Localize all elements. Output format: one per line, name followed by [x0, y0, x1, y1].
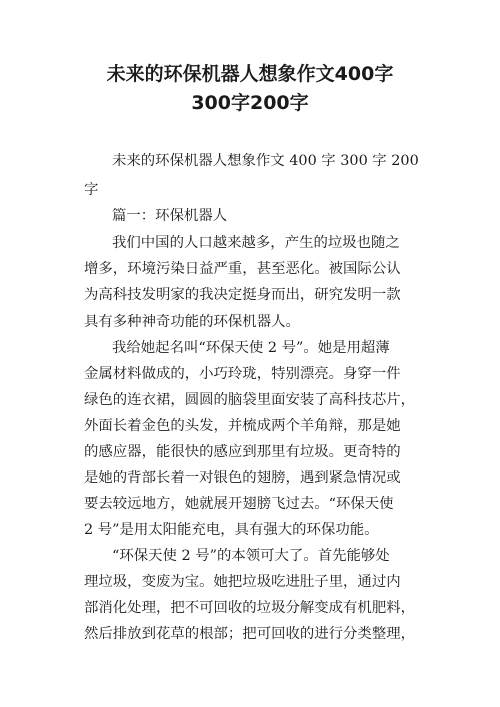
body-line: 绿色的连衣裙，圆圆的脑袋里面安装了高科技芯片，: [84, 392, 415, 408]
body-line: 具有多种神奇功能的环保机器人。: [84, 314, 300, 330]
body-line: 要去较远地方，她就展开翅膀飞过去。“环保天使: [84, 496, 394, 512]
body-line: 为高科技发明家的我决定挺身而出，研究发明一款: [84, 287, 401, 303]
document-title-line-2: 300字200字: [191, 92, 309, 114]
body-line: 我给她起名叫“环保天使 2 号”。她是用超薄: [112, 340, 390, 356]
body-line: 金属材料做成的，小巧玲珑，特别漂亮。身穿一件: [84, 366, 401, 382]
document-title-line-1: 未来的环保机器人想象作文400字: [106, 63, 394, 85]
body-line: 理垃圾，变废为宝。她把垃圾吃进肚子里，通过内: [84, 574, 401, 590]
body-line: 是她的背部长着一对银色的翅膀，遇到紧急情况或: [84, 470, 401, 486]
section-heading: 篇一：环保机器人: [112, 208, 228, 224]
body-line: 的感应器，能很快的感应到那里有垃圾。更奇特的: [84, 444, 401, 460]
body-line: 未来的环保机器人想象作文 400 字 300 字 200: [112, 153, 419, 169]
body-line: “环保天使 2 号”的本领可大了。首先能够处: [112, 548, 390, 564]
body-line: 部消化处理，把不可回收的垃圾分解变成有机肥料，: [84, 600, 415, 616]
body-line: 2 号”是用太阳能充电，具有强大的环保功能。: [84, 522, 379, 538]
body-line: 增多，环境污染日益严重，甚至恶化。被国际公认: [84, 261, 401, 277]
body-line: 外面长着金色的头发，并梳成两个羊角辩，那是她: [84, 418, 401, 434]
body-line: 字: [84, 182, 99, 198]
body-line: 我们中国的人口越来越多，产生的垃圾也随之: [112, 235, 400, 251]
body-line: 然后排放到花草的根部；把可回收的进行分类整理，: [84, 626, 415, 642]
